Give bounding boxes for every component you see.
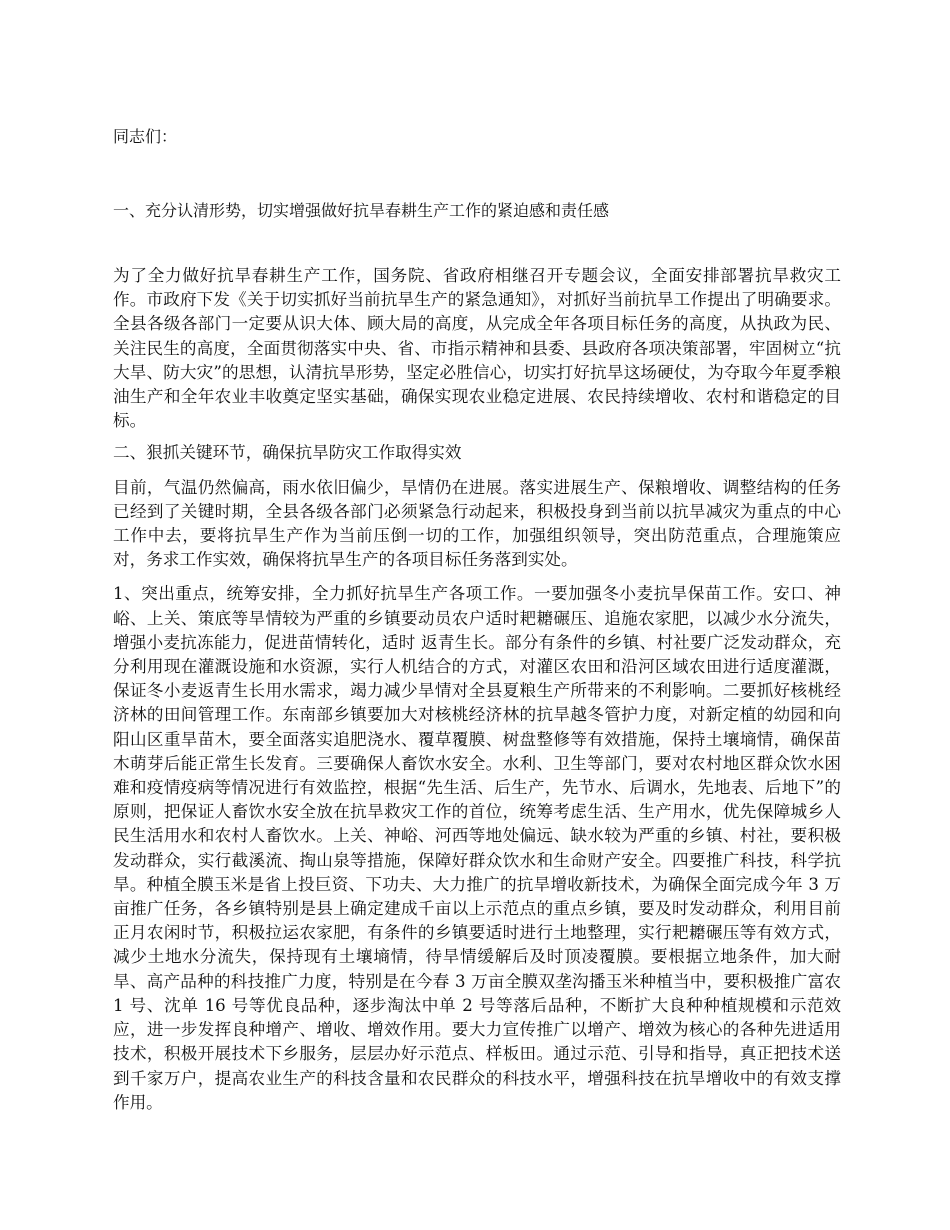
paragraph-2: 目前，气温仍然偏高，雨水依旧偏少，旱情仍在进展。落实进展生产、保粮增收、调整结构的任务已经到了关键时期，全县各级各部门必须紧急行动起来，积极投身到当前以抗旱减灾为重点的中心工作中去，要将抗旱生产作为当前压倒一切的工作，加强组织领导，突出防范重点，合理施策应对，务求工作实效，确保将抗旱生产的各项目标任务落到实处。	[113, 477, 841, 570]
section-heading-1: 一、充分认清形势，切实增强做好抗旱春耕生产工作的紧迫感和责任感	[113, 201, 610, 220]
greeting: 同志们：	[113, 127, 178, 146]
document-body	[113, 264, 841, 1115]
paragraph-1: 为了全力做好抗旱春耕生产工作，国务院、省政府相继召开专题会议，全面安排部署抗旱救灾工作。市政府下发《关于切实抓好当前抗旱生产的紧急通知》，对抓好当前抗旱工作提出了明确要求。全县各级各部门一定要从识大体、顾大局的高度，从完成全年各项目标任务的高度，从执政为民、关注民生的高度，全面贯彻落实中央、省、市指示精神和县委、县政府各项决策部署，牢固树立“抗大旱、防大灾”的思想，认清抗旱形势，坚定必胜信心，切实打好抗旱这场硬仗，为夺取今年夏季粮油生产和全年农业丰收奠定坚实基础，确保实现农业稳定进展、农民持续增收、农村和谐稳定的目标。	[113, 266, 841, 431]
paragraph-3: 1、突出重点，统筹安排，全力抓好抗旱生产各项工作。一要加强冬小麦抗旱保苗工作。安口、神峪、上关、策底等旱情较为严重的乡镇要动员农户适时耙耱碾压、追施农家肥，以减少水分流失，增强小麦抗冻能力，促进苗情转化，适时 返青生长。部分有条件的乡镇、村社要广泛发动群众，充分利用现在灌溉设施和水资源，实行人机结合的方式，对灌区农田和沿河区域农田进行适度灌溉，保证冬小麦返青生长用水需求，竭力减少旱情对全县夏粮生产所带来的不利影响。二要抓好核桃经济林的田间管理工作。东南部乡镇要加大对核桃经济林的抗旱越冬管护力度，对新定植的幼园和向阳山区重旱苗木，要全面落实追肥浇水、覆草覆膜、树盘整修等有效措施，保持土壤墒情，确保苗木萌芽后能正常生长发育。三要确保人畜饮水安全。水利、卫生等部门，要对农村地区群众饮水困难和疫情疫病等情况进行有效监控，根据“先生活、后生产，先节水、后调水，先地表、后地下”的原则，把保证人畜饮水安全放在抗旱救灾工作的首位，统筹考虑生活、生产用水，优先保障城乡人民生活用水和农村人畜饮水。上关、神峪、河西等地处偏远、缺水较为严重的乡镇、村社，要积极发动群众，实行截溪流、掏山泉等措施，保障好群众饮水和生命财产安全。四要推广科技，科学抗旱。种植全膜玉米是省上投巨资、下功夫、大力推广的抗旱增收新技术，为确保全面完成今年 3 万亩推广任务，各乡镇特别是县上确定建成千亩以上示范点的重点乡镇，要及时发动群众，利用目前正月农闲时节，积极拉运农家肥，有条件的乡镇要适时进行土地整理，实行耙耱碾压等有效方式，减少土地水分流失，保持现有土壤墒情，待旱情缓解后及时顶凌覆膜。要根据立地条件，加大耐旱、高产品种的科技推广力度，特别是在今春 3 万亩全膜双垄沟播玉米种植当中，要积极推广富农 1 号、沈单 16 号等优良品种，逐步淘汰中单 2 号等落后品种，不断扩大良种种植规模和示范效应，进一步发挥良种增产、增收、增效作用。要大力宣传推广以增产、增效为核心的各种先进适用技术，积极开展技术下乡服务，层层办好示范点、样板田。通过示范、引导和指导，真正把技术送到千家万户，提高农业生产的科技含量和农民群众的科技水平，增强科技在抗旱增收中的有效支撑作用。	[113, 584, 841, 1112]
section-heading-2: 二、狠抓关键环节，确保抗旱防灾工作取得实效	[113, 443, 462, 463]
